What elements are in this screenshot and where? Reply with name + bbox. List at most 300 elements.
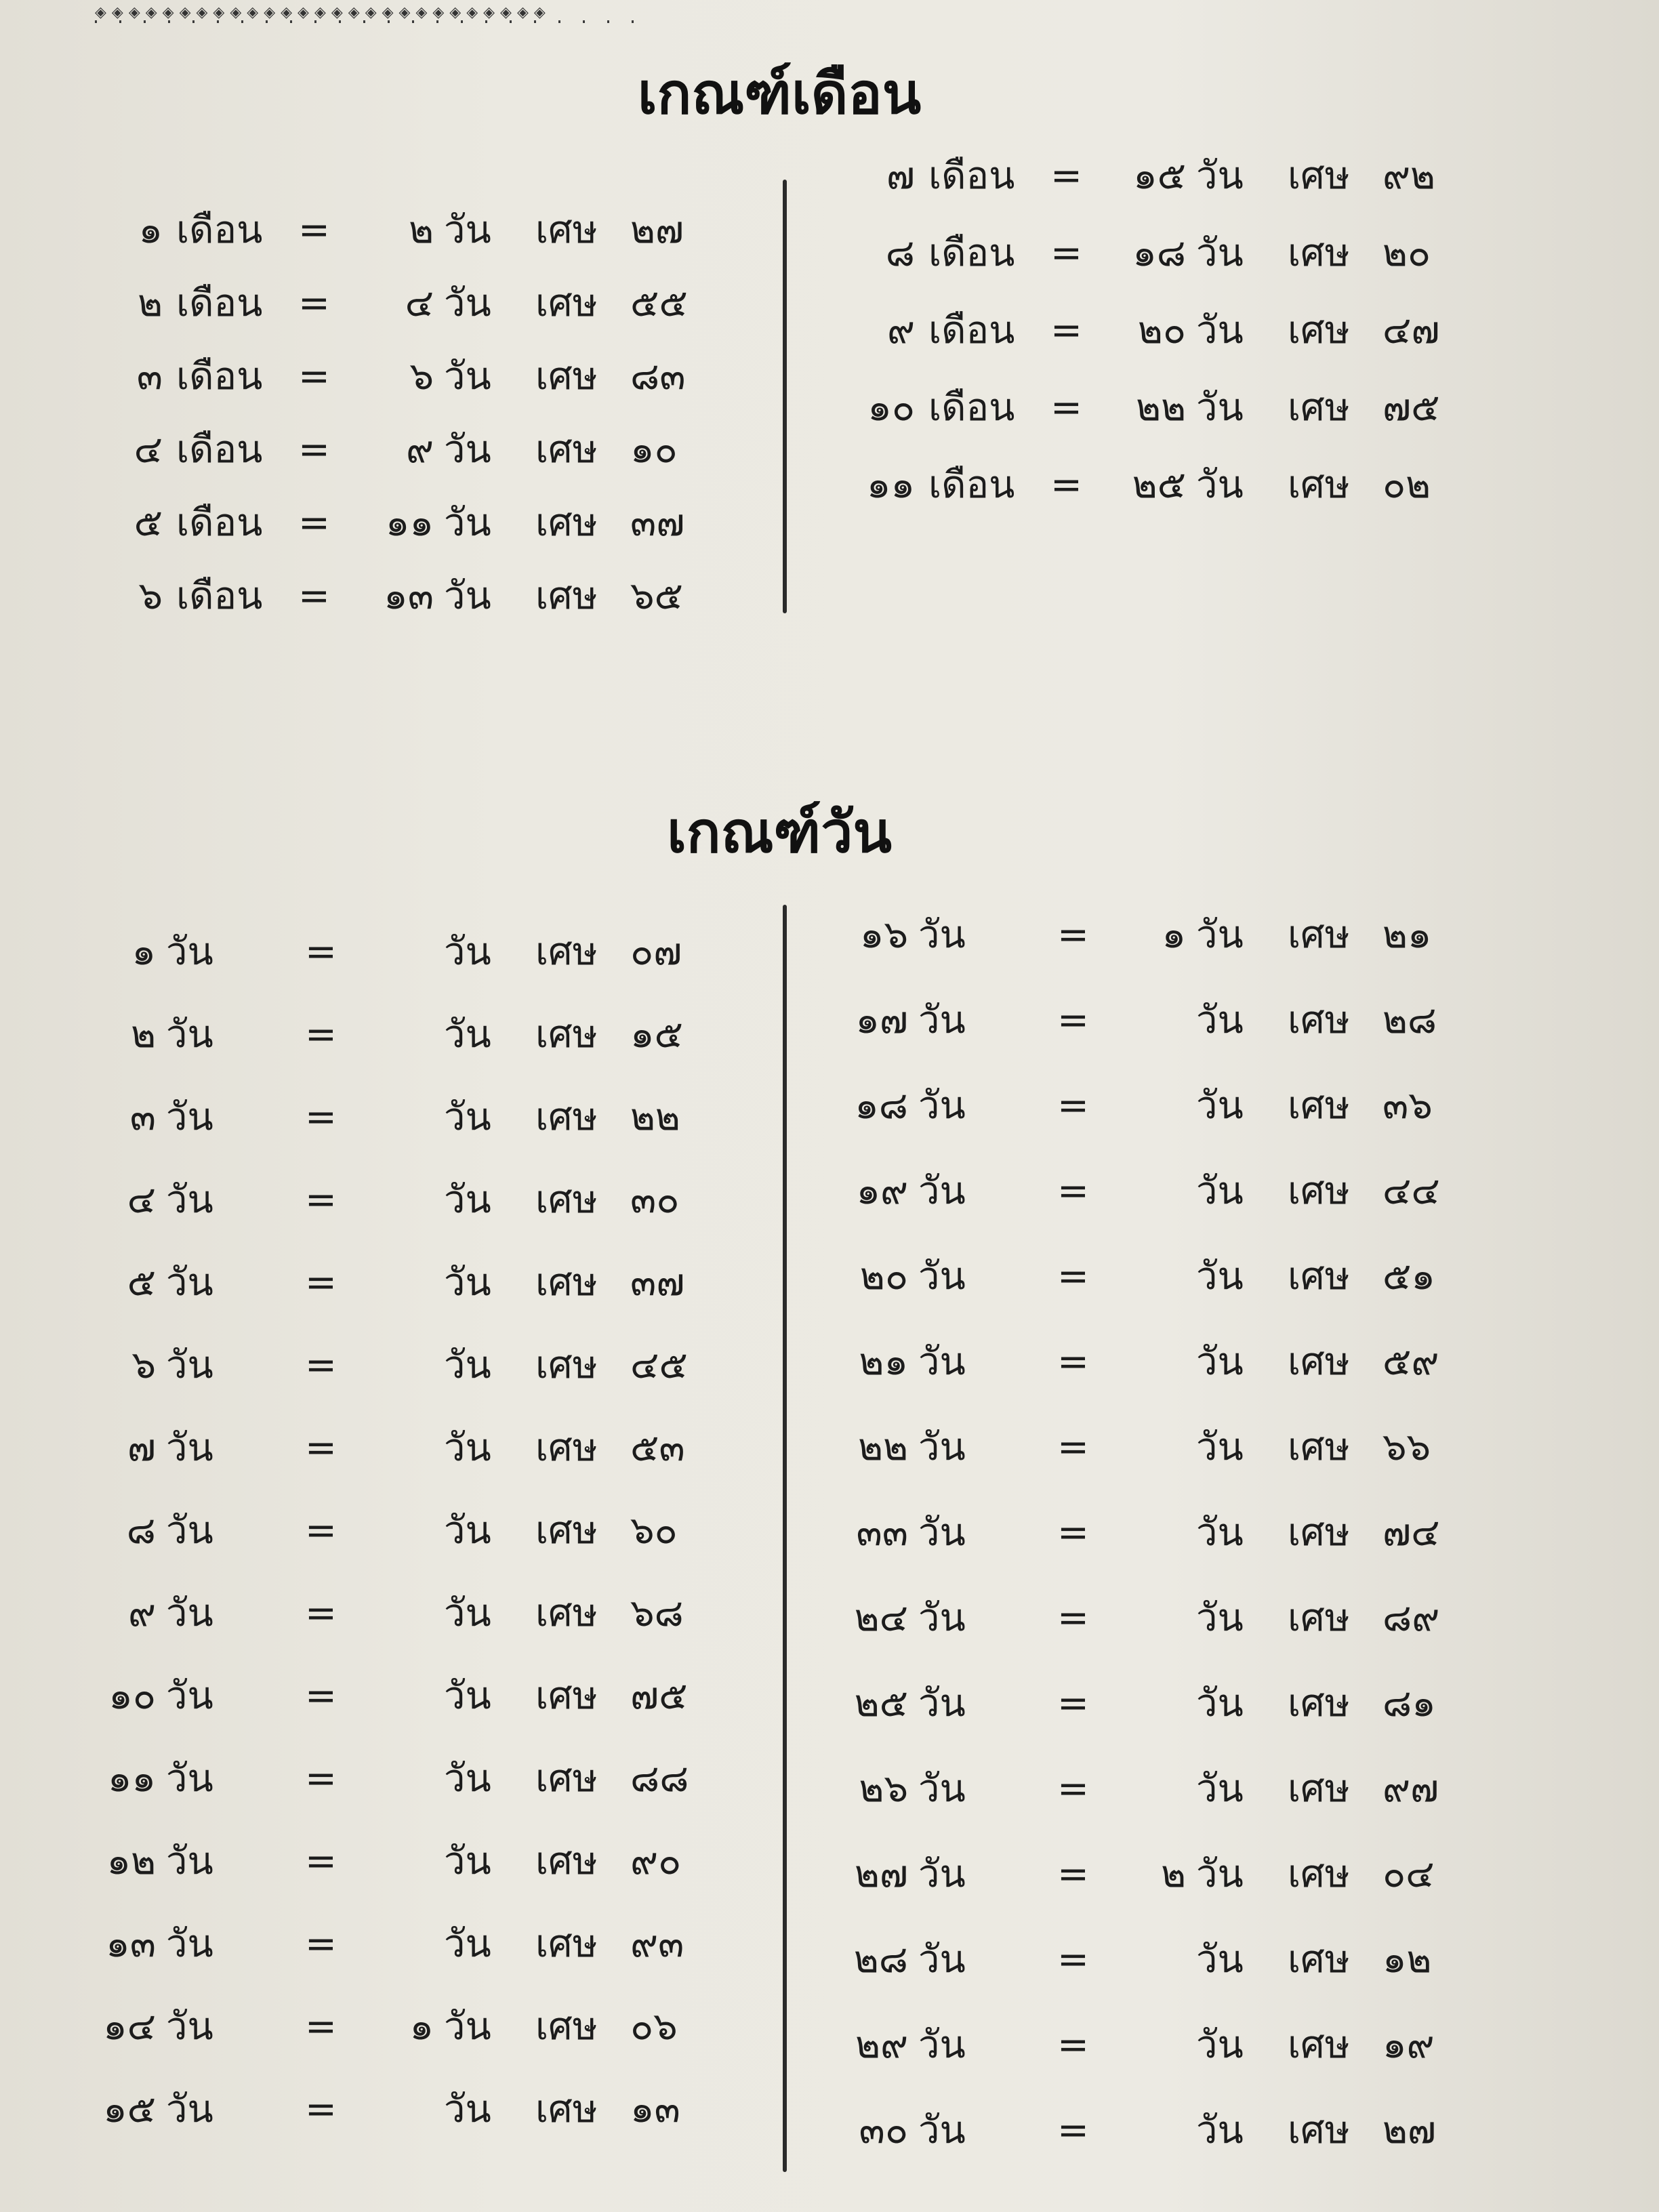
row-remainder: ๓๖: [1382, 1084, 1433, 1128]
row-count: ๑๑: [866, 463, 915, 507]
row-count: ๗: [127, 1426, 156, 1470]
row-days: ๑๓: [384, 574, 434, 618]
table-row: [854, 146, 1518, 207]
row-remainder: ๖๘: [630, 1591, 684, 1635]
row-day-word: วัน: [1196, 1254, 1244, 1298]
row-unit: วัน: [166, 1922, 213, 1966]
row-day-word: วัน: [1196, 1681, 1244, 1725]
row-remainder-word: เศษ: [535, 354, 598, 398]
row-count: ๑: [131, 930, 156, 974]
row-remainder-word: เศษ: [535, 281, 598, 325]
row-unit: วัน: [918, 1938, 966, 1982]
row-day-word: วัน: [1196, 1596, 1244, 1640]
row-unit: เดือน: [176, 574, 263, 618]
table-row: [840, 1246, 1518, 1307]
row-remainder-word: เศษ: [1288, 231, 1350, 275]
row-days: ๒๐: [1137, 308, 1186, 352]
row-count: ๓: [136, 354, 163, 398]
row-day-word: วัน: [444, 1012, 491, 1057]
row-count: ๒๖: [859, 1767, 908, 1811]
row-count: ๒๕: [854, 1681, 908, 1725]
table-row: [88, 1583, 739, 1644]
row-equals: =: [305, 1343, 337, 1387]
row-day-word: วัน: [1196, 1169, 1244, 1213]
row-remainder: ๑๙: [1382, 2023, 1435, 2067]
row-count: ๑๙: [856, 1169, 908, 1213]
row-day-word: วัน: [444, 281, 491, 325]
row-unit: วัน: [918, 2108, 966, 2152]
row-count: ๑๓: [106, 1922, 156, 1966]
table-row: [840, 905, 1518, 966]
row-day-word: วัน: [444, 428, 491, 472]
row-unit: วัน: [166, 2005, 213, 2049]
row-unit: วัน: [918, 1681, 966, 1725]
row-remainder-word: เศษ: [1288, 154, 1350, 198]
row-remainder: ๐๔: [1382, 1852, 1435, 1896]
table-row: [88, 1004, 739, 1065]
row-remainder-word: เศษ: [535, 1095, 598, 1139]
table-row: [840, 1161, 1518, 1222]
row-equals: =: [305, 1674, 337, 1718]
row-count: ๘: [126, 1509, 156, 1553]
row-remainder: ๘๑: [1382, 1681, 1436, 1725]
row-unit: เดือน: [928, 386, 1015, 430]
row-unit: วัน: [918, 2023, 966, 2067]
row-day-word: วัน: [444, 2087, 491, 2131]
row-day-word: วัน: [444, 930, 491, 974]
day-section-divider: [783, 905, 787, 2172]
row-equals: =: [1050, 308, 1082, 352]
table-row: [88, 1335, 739, 1396]
row-equals: =: [1050, 154, 1082, 198]
row-remainder-word: เศษ: [1288, 1938, 1350, 1982]
row-count: ๙: [886, 308, 915, 352]
row-remainder-word: เศษ: [535, 428, 598, 472]
row-day-word: วัน: [444, 1261, 491, 1305]
row-unit: เดือน: [176, 428, 263, 472]
month-section-divider: [783, 180, 787, 613]
table-row: [840, 1759, 1518, 1820]
row-remainder-word: เศษ: [535, 1343, 598, 1387]
row-day-word: วัน: [1196, 1767, 1244, 1811]
row-remainder-word: เศษ: [1288, 463, 1350, 507]
row-unit: วัน: [166, 1757, 213, 1801]
row-remainder: ๑๐: [630, 428, 678, 472]
row-remainder-word: เศษ: [535, 930, 598, 974]
row-unit: วัน: [166, 2087, 213, 2131]
row-count: ๓๓: [856, 1511, 908, 1555]
row-remainder-word: เศษ: [1288, 386, 1350, 430]
row-equals: =: [1057, 998, 1089, 1042]
row-remainder: ๖๖: [1382, 1425, 1431, 1469]
row-equals: =: [298, 208, 330, 252]
table-row: [102, 200, 745, 261]
row-remainder: ๓๗: [630, 1261, 685, 1305]
row-remainder: ๒๑: [1382, 913, 1432, 957]
table-row: [88, 1666, 739, 1727]
row-remainder: ๒๐: [1382, 231, 1431, 275]
table-row: [88, 1748, 739, 1809]
row-count: ๖: [138, 574, 163, 618]
row-day-word: วัน: [1196, 913, 1244, 957]
row-unit: เดือน: [176, 281, 263, 325]
row-remainder-word: เศษ: [535, 1178, 598, 1222]
table-row: [840, 1076, 1518, 1136]
row-day-word: วัน: [444, 208, 491, 252]
row-day-word: วัน: [444, 354, 491, 398]
row-count: ๕: [127, 1261, 156, 1305]
row-equals: =: [1057, 1340, 1089, 1384]
row-day-word: วัน: [1196, 1425, 1244, 1469]
row-remainder-word: เศษ: [535, 1426, 598, 1470]
row-remainder-word: เศษ: [1288, 1254, 1350, 1298]
row-count: ๒: [138, 281, 163, 325]
row-unit: วัน: [166, 1095, 213, 1139]
row-remainder: ๙๗: [1382, 1767, 1439, 1811]
row-count: ๑๕: [103, 2087, 156, 2131]
row-unit: วัน: [918, 913, 966, 957]
row-unit: วัน: [166, 1261, 213, 1305]
row-equals: =: [305, 1012, 337, 1057]
row-remainder-word: เศษ: [1288, 1340, 1350, 1384]
row-unit: วัน: [166, 1426, 213, 1470]
table-row: [840, 990, 1518, 1051]
row-equals: =: [298, 428, 330, 472]
row-remainder: ๖๐: [630, 1509, 678, 1553]
row-remainder-word: เศษ: [535, 2005, 598, 2049]
row-count: ๑๒: [106, 1839, 156, 1883]
row-remainder-word: เศษ: [1288, 913, 1350, 957]
row-equals: =: [305, 1095, 337, 1139]
table-row: [88, 922, 739, 983]
row-count: ๒๙: [855, 2023, 908, 2067]
table-row: [854, 377, 1518, 438]
table-row: [840, 1588, 1518, 1649]
row-day-word: วัน: [1196, 231, 1244, 275]
table-row: [88, 1500, 739, 1561]
row-count: ๒๗: [854, 1852, 908, 1896]
row-days: ๖: [409, 354, 434, 398]
row-equals: =: [1057, 913, 1089, 957]
row-count: ๑๔: [103, 2005, 156, 2049]
table-row: [840, 2015, 1518, 2076]
day-section-title: เกณฑ์วัน: [667, 798, 892, 865]
row-remainder: ๒๒: [630, 1095, 680, 1139]
row-days: ๑๑: [385, 501, 434, 545]
row-remainder-word: เศษ: [535, 1839, 598, 1883]
row-unit: วัน: [166, 1839, 213, 1883]
row-equals: =: [298, 501, 330, 545]
row-day-word: วัน: [444, 2005, 491, 2049]
row-days: ๑๘: [1132, 231, 1186, 275]
row-remainder-word: เศษ: [1288, 2108, 1350, 2152]
row-unit: เดือน: [928, 231, 1015, 275]
table-row: [854, 300, 1518, 361]
table-row: [88, 1170, 739, 1231]
row-day-word: วัน: [444, 1509, 491, 1553]
row-remainder: ๕๙: [1382, 1340, 1439, 1384]
row-equals: =: [305, 1922, 337, 1966]
row-equals: =: [305, 1261, 337, 1305]
table-row: [102, 493, 745, 554]
row-remainder: ๒๘: [1382, 998, 1437, 1042]
row-days: ๑: [1162, 913, 1186, 957]
month-section-title: เกณฑ์เดือน: [637, 60, 922, 127]
row-equals: =: [1050, 231, 1082, 275]
row-remainder-word: เศษ: [535, 574, 598, 618]
row-remainder: ๑๕: [630, 1012, 683, 1057]
row-remainder-word: เศษ: [535, 1591, 598, 1635]
row-remainder-word: เศษ: [535, 1922, 598, 1966]
row-remainder: ๒๗: [1382, 2108, 1437, 2152]
row-remainder: ๔๔: [1382, 1169, 1440, 1213]
table-row: [102, 273, 745, 334]
row-equals: =: [305, 1509, 337, 1553]
table-row: [840, 1332, 1518, 1393]
row-equals: =: [1057, 1511, 1089, 1555]
row-remainder: ๗๔: [1382, 1511, 1440, 1555]
row-count: ๑๑: [107, 1757, 156, 1801]
row-remainder: ๕๕: [630, 281, 688, 325]
row-equals: =: [305, 1426, 337, 1470]
row-day-word: วัน: [444, 1922, 491, 1966]
table-row: [88, 1087, 739, 1148]
row-equals: =: [1057, 1596, 1089, 1640]
table-row: [840, 1844, 1518, 1905]
row-day-word: วัน: [444, 1095, 491, 1139]
row-equals: =: [1057, 1169, 1089, 1213]
row-days: ๔: [405, 281, 434, 325]
row-day-word: วัน: [1196, 463, 1244, 507]
row-count: ๑๐: [867, 386, 915, 430]
row-remainder: ๕๑: [1382, 1254, 1435, 1298]
row-unit: เดือน: [928, 308, 1015, 352]
row-unit: วัน: [166, 930, 213, 974]
ornament-pattern: ◈◈◈◈◈◈◈◈◈◈◈◈◈◈◈◈◈◈◈◈◈◈◈◈◈◈◈: [95, 4, 551, 21]
table-row: [840, 1502, 1518, 1563]
row-count: ๒๒: [858, 1425, 908, 1469]
row-unit: วัน: [918, 1596, 966, 1640]
row-remainder: ๑๒: [1382, 1938, 1432, 1982]
row-count: ๑๐: [108, 1674, 156, 1718]
row-remainder: ๙๒: [1382, 154, 1435, 198]
row-unit: วัน: [918, 1767, 966, 1811]
row-days: ๒: [1161, 1852, 1186, 1896]
row-day-word: วัน: [444, 1839, 491, 1883]
row-day-word: วัน: [1196, 2108, 1244, 2152]
row-remainder: ๐๗: [630, 930, 682, 974]
row-unit: วัน: [918, 1425, 966, 1469]
row-equals: =: [305, 2087, 337, 2131]
row-equals: =: [298, 574, 330, 618]
row-remainder: ๘๓: [630, 354, 686, 398]
row-equals: =: [305, 1591, 337, 1635]
row-remainder-word: เศษ: [1288, 2023, 1350, 2067]
row-remainder: ๘๙: [1382, 1596, 1440, 1640]
row-day-word: วัน: [1196, 154, 1244, 198]
row-remainder: ๙๓: [630, 1922, 684, 1966]
table-row: [88, 1252, 739, 1313]
row-count: ๓: [129, 1095, 156, 1139]
row-remainder-word: เศษ: [1288, 998, 1350, 1042]
row-remainder: ๘๘: [630, 1757, 689, 1801]
row-day-word: วัน: [1196, 308, 1244, 352]
row-remainder-word: เศษ: [535, 1261, 598, 1305]
row-count: ๒๔: [854, 1596, 908, 1640]
table-row: [854, 455, 1518, 516]
row-equals: =: [1050, 386, 1082, 430]
row-equals: =: [1057, 1767, 1089, 1811]
row-equals: =: [1050, 463, 1082, 507]
row-unit: เดือน: [176, 208, 263, 252]
row-equals: =: [1057, 1852, 1089, 1896]
row-equals: =: [305, 1178, 337, 1222]
row-count: ๑: [138, 208, 163, 252]
row-count: ๒: [131, 1012, 156, 1057]
row-equals: =: [305, 2005, 337, 2049]
row-remainder: ๐๖: [630, 2005, 678, 2049]
row-count: ๗: [886, 154, 915, 198]
table-row: [88, 2079, 739, 2140]
row-remainder-word: เศษ: [535, 1757, 598, 1801]
row-equals: =: [305, 1839, 337, 1883]
row-unit: วัน: [918, 1340, 966, 1384]
row-unit: วัน: [918, 1254, 966, 1298]
row-count: ๕: [134, 501, 163, 545]
row-equals: =: [1057, 2023, 1089, 2067]
table-row: [102, 419, 745, 480]
row-day-word: วัน: [1196, 386, 1244, 430]
table-row: [102, 566, 745, 627]
row-remainder-word: เศษ: [1288, 1852, 1350, 1896]
row-count: ๒๑: [859, 1340, 908, 1384]
row-days: ๑๕: [1133, 154, 1186, 198]
row-equals: =: [1057, 1084, 1089, 1128]
row-day-word: วัน: [1196, 1511, 1244, 1555]
row-days: ๒๕: [1132, 463, 1186, 507]
row-remainder: ๕๓: [630, 1426, 685, 1470]
row-equals: =: [1057, 1254, 1089, 1298]
row-count: ๑๖: [859, 913, 908, 957]
row-unit: วัน: [918, 1852, 966, 1896]
row-remainder-word: เศษ: [1288, 308, 1350, 352]
row-unit: วัน: [918, 1084, 966, 1128]
row-count: ๒๐: [859, 1254, 908, 1298]
row-day-word: วัน: [444, 1591, 491, 1635]
row-equals: =: [305, 1757, 337, 1801]
row-day-word: วัน: [444, 1343, 491, 1387]
row-remainder: ๗๕: [1382, 386, 1440, 430]
row-remainder: ๓๗: [630, 501, 685, 545]
row-remainder-word: เศษ: [1288, 1425, 1350, 1469]
row-unit: วัน: [166, 1591, 213, 1635]
row-unit: เดือน: [928, 463, 1015, 507]
row-day-word: วัน: [1196, 1340, 1244, 1384]
row-count: ๒๘: [853, 1938, 908, 1982]
row-remainder-word: เศษ: [1288, 1511, 1350, 1555]
row-day-word: วัน: [1196, 1852, 1244, 1896]
row-remainder-word: เศษ: [535, 208, 598, 252]
row-unit: วัน: [918, 998, 966, 1042]
row-equals: =: [1057, 1425, 1089, 1469]
row-equals: =: [298, 281, 330, 325]
row-remainder: ๑๓: [630, 2087, 680, 2131]
row-day-word: วัน: [444, 1426, 491, 1470]
table-row: [88, 1996, 739, 2057]
row-unit: วัน: [166, 1343, 213, 1387]
row-unit: วัน: [166, 1509, 213, 1553]
row-remainder-word: เศษ: [1288, 1767, 1350, 1811]
decorative-border: [95, 0, 651, 31]
row-unit: วัน: [166, 1012, 213, 1057]
table-row: [88, 1418, 739, 1479]
table-row: [102, 346, 745, 407]
row-remainder: ๙๐: [630, 1839, 682, 1883]
row-remainder-word: เศษ: [1288, 1681, 1350, 1725]
row-equals: =: [1057, 1681, 1089, 1725]
row-day-word: วัน: [444, 1178, 491, 1222]
row-day-word: วัน: [1196, 998, 1244, 1042]
table-row: [840, 2100, 1518, 2161]
table-row: [88, 1831, 739, 1892]
row-remainder: ๐๒: [1382, 463, 1431, 507]
row-days: ๒๒: [1136, 386, 1186, 430]
row-remainder-word: เศษ: [1288, 1169, 1350, 1213]
row-remainder: ๔๕: [630, 1343, 688, 1387]
row-days: ๙: [405, 428, 434, 472]
row-remainder: ๗๕: [630, 1674, 688, 1718]
row-count: ๙: [127, 1591, 156, 1635]
row-unit: วัน: [918, 1511, 966, 1555]
row-remainder-word: เศษ: [535, 2087, 598, 2131]
row-count: ๑๘: [855, 1084, 908, 1128]
row-remainder-word: เศษ: [535, 1674, 598, 1718]
row-day-word: วัน: [444, 1674, 491, 1718]
row-count: ๖: [131, 1343, 156, 1387]
row-unit: วัน: [166, 1674, 213, 1718]
row-days: ๑: [409, 2005, 434, 2049]
row-remainder-word: เศษ: [535, 1012, 598, 1057]
row-remainder-word: เศษ: [1288, 1596, 1350, 1640]
row-count: ๔: [134, 428, 163, 472]
row-remainder-word: เศษ: [535, 1509, 598, 1553]
row-count: ๔: [127, 1178, 156, 1222]
row-remainder: ๔๗: [1382, 308, 1440, 352]
row-remainder-word: เศษ: [1288, 1084, 1350, 1128]
row-equals: =: [1057, 1938, 1089, 1982]
row-day-word: วัน: [444, 1757, 491, 1801]
row-day-word: วัน: [1196, 1084, 1244, 1128]
row-count: ๑๗: [855, 998, 908, 1042]
row-unit: เดือน: [176, 501, 263, 545]
row-days: ๒: [409, 208, 434, 252]
row-unit: เดือน: [176, 354, 263, 398]
row-unit: เดือน: [928, 154, 1015, 198]
row-day-word: วัน: [1196, 2023, 1244, 2067]
table-row: [854, 223, 1518, 284]
row-equals: =: [305, 930, 337, 974]
table-row: [840, 1929, 1518, 1990]
row-remainder: ๒๗: [630, 208, 684, 252]
row-remainder: ๖๕: [630, 574, 683, 618]
table-row: [88, 1914, 739, 1975]
row-equals: =: [298, 354, 330, 398]
row-day-word: วัน: [444, 501, 491, 545]
row-unit: วัน: [166, 1178, 213, 1222]
row-remainder-word: เศษ: [535, 501, 598, 545]
table-row: [840, 1673, 1518, 1734]
row-equals: =: [1057, 2108, 1089, 2152]
